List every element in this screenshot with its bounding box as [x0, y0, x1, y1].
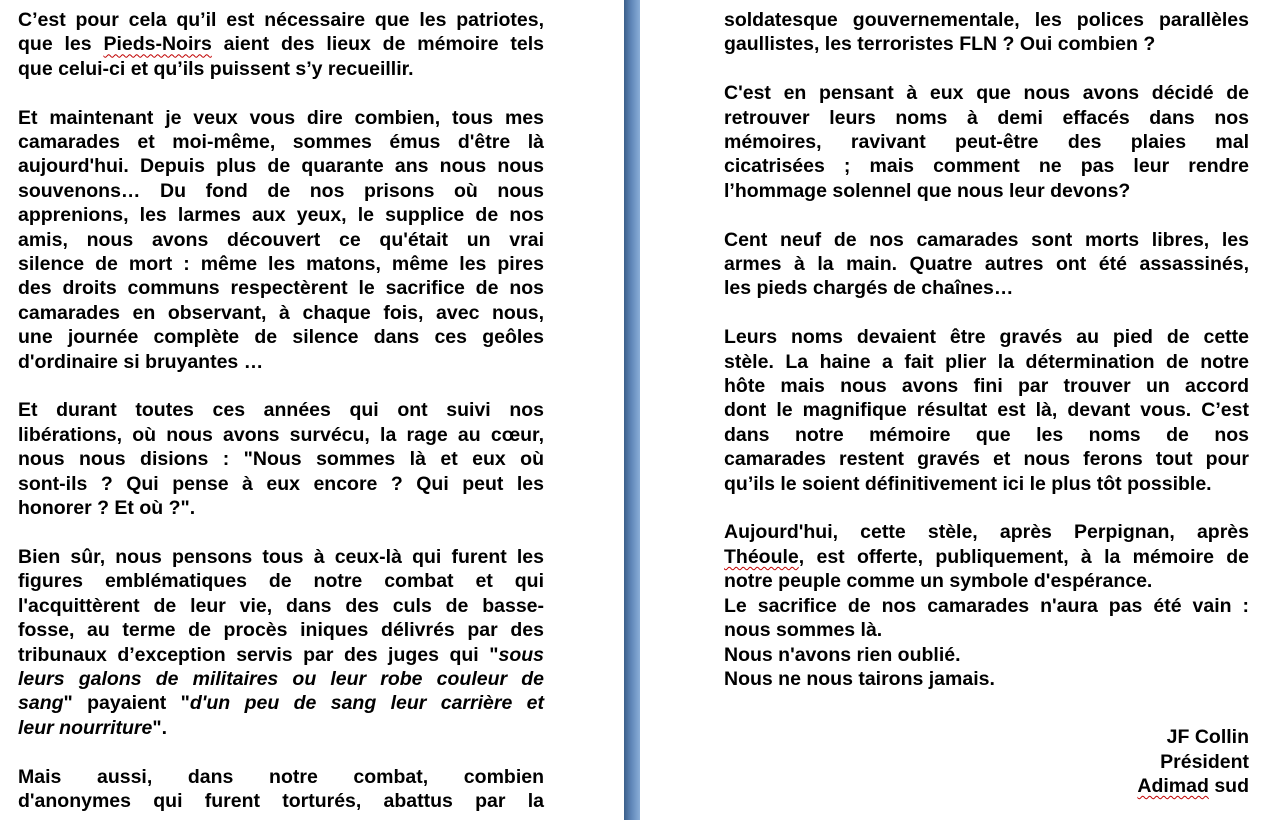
text-run: " payaient "	[63, 692, 190, 715]
italic-quote: leurs galons de militaires ou leur robe couleur de	[18, 667, 544, 690]
signature-organization: Adimad sud	[1137, 775, 1249, 798]
text-line	[18, 667, 544, 691]
left-page	[0, 0, 624, 820]
text-line: Théoule, est offerte, publiquement, à la mémoire de	[724, 545, 1249, 568]
text-line: apprenions, les larmes aux yeux, le supplice de nos	[18, 204, 544, 227]
text-line: Mais aussi, dans notre combat, combien	[18, 765, 544, 788]
text-line: Nous n'avons rien oublié.	[724, 643, 961, 666]
text-line: les pieds chargés de chaînes…	[724, 277, 1014, 300]
text-line: hôte mais nous avons fini par trouver un accord	[724, 375, 1249, 398]
spellcheck-word: Pieds-Noirs	[103, 33, 212, 56]
right-paragraph-1	[724, 8, 1249, 57]
text-line: d'anonymes qui furent torturés, abattus par la	[18, 789, 544, 812]
left-column	[18, 8, 544, 838]
right-paragraph-5	[724, 520, 1249, 691]
text-line: Le sacrifice de nos camarades n'aura pas été vain :	[724, 594, 1249, 617]
text-line: libérations, où nous avons survécu, la rage au cœur,	[18, 423, 544, 446]
text-line: Et durant toutes ces années qui ont suivi nos	[18, 399, 544, 422]
text-line: dans notre mémoire que les noms de nos	[724, 423, 1249, 446]
spellcheck-word: Théoule	[724, 545, 799, 568]
text-line: Leurs noms devaient être gravés au pied de cette	[724, 326, 1249, 349]
italic-quote: d'un peu de sang leur carrière et	[189, 692, 544, 715]
text-line: aujourd'hui. Depuis plus de quarante ans nous nous	[18, 155, 544, 178]
left-paragraph-2	[18, 106, 544, 374]
text-line: nous nous disions : "Nous sommes là et eux où	[18, 448, 544, 471]
text-line: nous sommes là.	[724, 619, 883, 642]
text-run: ".	[152, 716, 168, 739]
text-line: C’est pour cela qu’il est nécessaire que les patriotes,	[18, 9, 544, 31]
text-line	[18, 716, 544, 740]
text-line: cicatrisées ; mais comment ne pas leur rendre	[724, 155, 1249, 178]
text-line: d'ordinaire si bruyantes …	[18, 350, 264, 373]
text-line: dont le magnifique résultat est là, devant vous. C’est	[724, 399, 1249, 422]
signature-title: Président	[1160, 750, 1249, 773]
text-line: l’hommage solennel que nous leur devons?	[724, 179, 1131, 202]
text-line: honorer ? Et où ?".	[18, 497, 196, 520]
text-line: C'est en pensant à eux que nous avons décidé de	[724, 82, 1249, 105]
signature-block	[724, 725, 1249, 798]
right-paragraph-4	[724, 325, 1249, 496]
text-line: Nous ne nous tairons jamais.	[724, 667, 995, 690]
right-paragraph-2	[724, 81, 1249, 203]
right-column	[724, 8, 1249, 823]
text-line: silence de mort : même les matons, même les pires	[18, 253, 544, 276]
text-run: tribunaux d’exception servis par des juges qui "	[18, 643, 499, 666]
italic-quote: sous	[498, 643, 544, 666]
text-line	[18, 691, 544, 715]
text-line: l'acquittèrent de leur vie, dans des culs de basse-	[18, 594, 544, 617]
text-line: gaullistes, les terroristes FLN ? Oui combien ?	[724, 33, 1156, 56]
text-line: stèle. La haine a fait plier la détermination de notre	[724, 350, 1249, 373]
left-paragraph-1	[18, 8, 544, 81]
text-line: figures emblématiques de notre combat et qui	[18, 570, 544, 593]
text-line: notre peuple comme un symbole d'espérance.	[724, 570, 1153, 593]
italic-quote: sang	[18, 692, 64, 715]
text-line: sont-ils ? Qui pense à eux encore ? Qui peut les	[18, 472, 544, 495]
text-line: retrouver leurs noms à demi effacés dans nos	[724, 106, 1249, 129]
text-line: des droits communs respectèrent le sacrifice de nos	[18, 277, 544, 300]
italic-quote: leur nourriture	[18, 716, 153, 739]
text-line: fosse, au terme de procès iniques délivrés par des	[18, 619, 544, 642]
text-line: amis, nous avons découvert ce qu'était un vrai	[18, 228, 544, 251]
text-line: Aujourd'hui, cette stèle, après Perpignan, après	[724, 521, 1249, 544]
left-paragraph-3	[18, 398, 544, 520]
text-line: mémoires, ravivant peut-être des plaies mal	[724, 131, 1249, 154]
text-line: Bien sûr, nous pensons tous à ceux-là qui furent les	[18, 545, 544, 568]
signature-name: JF Collin	[1166, 726, 1249, 749]
text-line: camarades en observant, à chaque fois, avec nous,	[18, 301, 544, 324]
text-line: Et maintenant je veux vous dire combien, tous mes	[18, 106, 544, 129]
text-line: une journée complète de silence dans ces geôles	[18, 326, 544, 349]
page-gutter	[624, 0, 640, 820]
text-line: armes à la main. Quatre autres ont été assassinés,	[724, 253, 1249, 276]
text-line: souvenons… Du fond de nos prisons où nous	[18, 179, 544, 202]
text-line	[18, 643, 544, 667]
text-line: camarades et moi-même, sommes émus d'être là	[18, 131, 544, 154]
right-page	[640, 0, 1280, 820]
right-paragraph-3	[724, 228, 1249, 301]
spellcheck-word: Adimad	[1137, 775, 1209, 798]
text-line: que les Pieds-Noirs aient des lieux de mémoire tels	[18, 33, 544, 56]
text-line: camarades restent gravés et nous ferons tout pour	[724, 448, 1249, 471]
text-line: qu’ils le soient définitivement ici le plus tôt possible.	[724, 472, 1212, 495]
text-line: Cent neuf de nos camarades sont morts libres, les	[724, 228, 1249, 251]
text-line: soldatesque gouvernementale, les polices parallèles	[724, 9, 1249, 31]
text-line: que celui-ci et qu’ils puissent s’y recueillir.	[18, 57, 414, 80]
left-paragraph-5	[18, 765, 544, 814]
left-paragraph-4	[18, 545, 544, 740]
